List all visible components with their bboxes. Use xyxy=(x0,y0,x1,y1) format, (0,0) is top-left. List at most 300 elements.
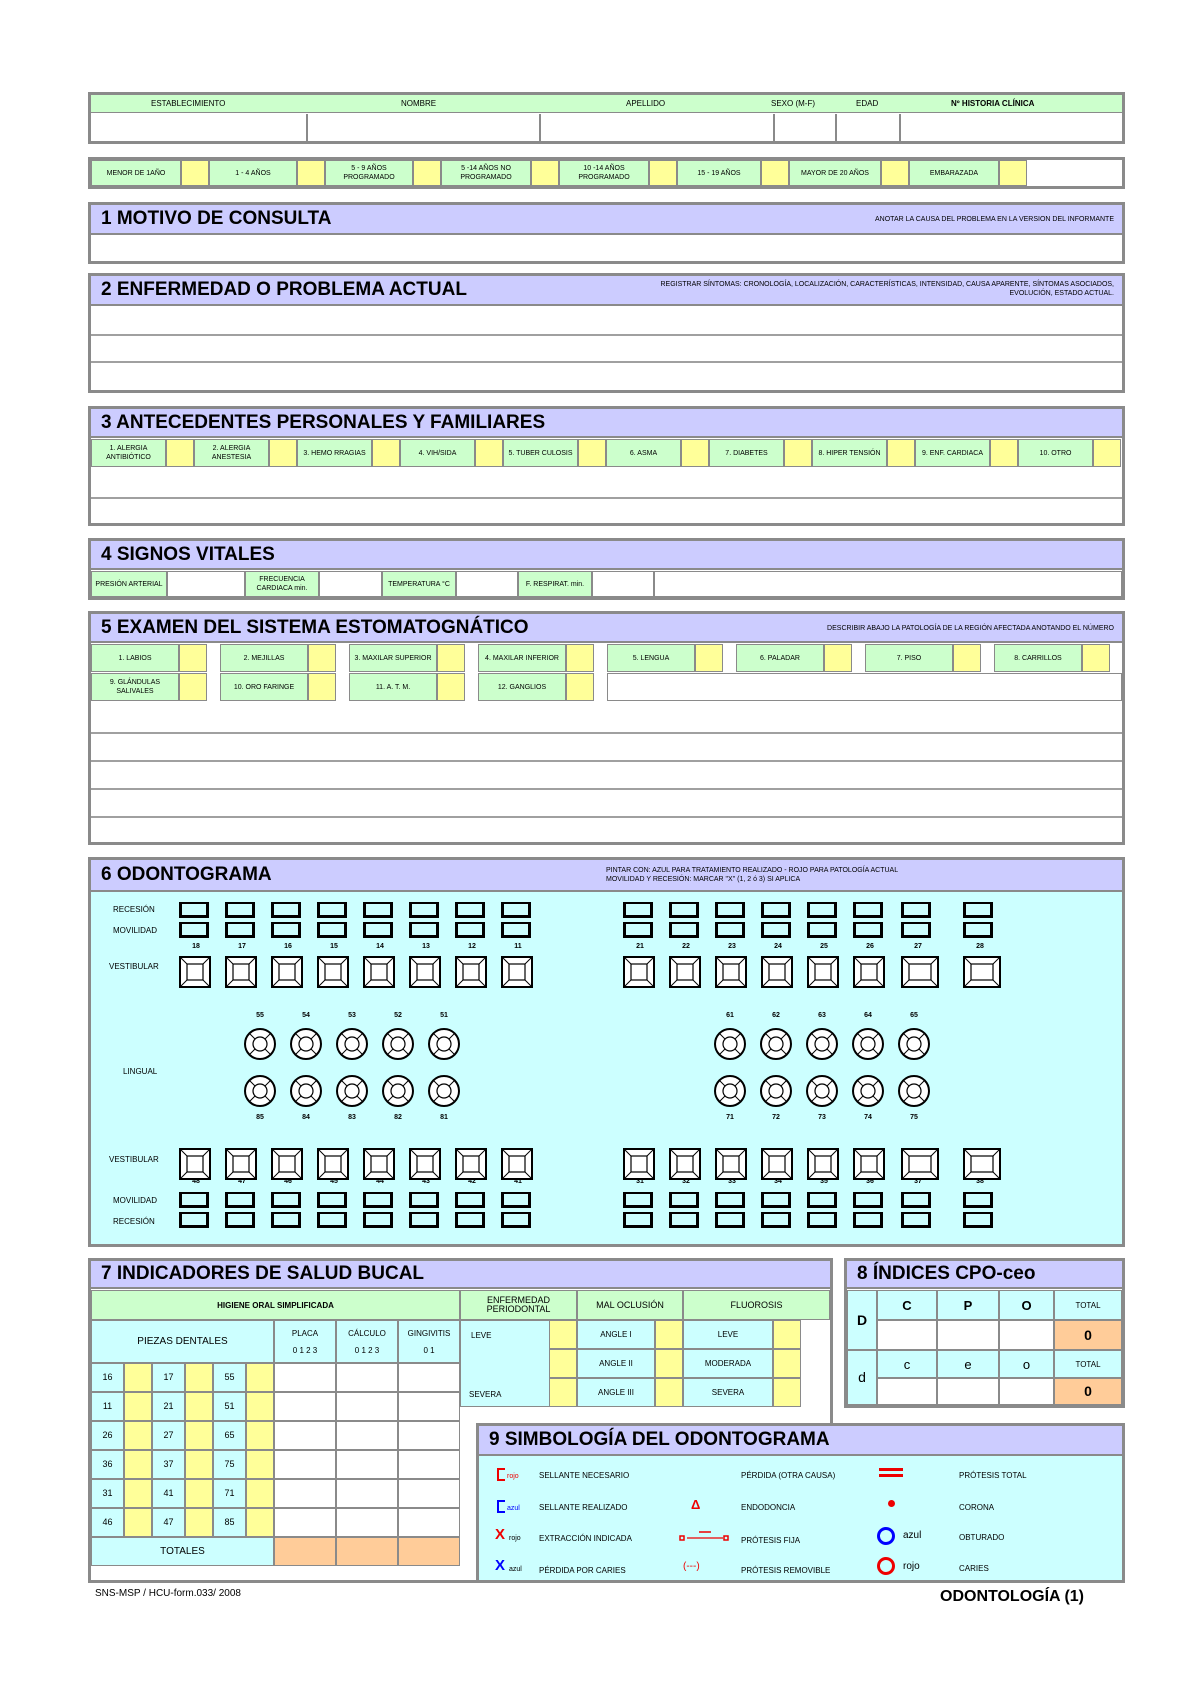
writing-line xyxy=(91,816,1122,818)
indice-o-header: o xyxy=(999,1350,1054,1378)
movilidad-box[interactable] xyxy=(853,922,883,938)
sym-label: PRÓTESIS REMOVIBLE xyxy=(741,1566,831,1575)
caries-marker: rojo xyxy=(903,1561,920,1572)
movilidad-box[interactable] xyxy=(363,1192,393,1208)
movilidad-box[interactable] xyxy=(179,1192,209,1208)
recesion-box[interactable] xyxy=(501,902,531,918)
placa-field[interactable] xyxy=(274,1508,336,1537)
vestibular-tooth[interactable] xyxy=(501,1148,533,1180)
fluorosis-checkbox[interactable] xyxy=(773,1320,801,1349)
pieza-checkbox[interactable] xyxy=(124,1392,152,1421)
pieza-checkbox[interactable] xyxy=(246,1479,274,1508)
pieza-checkbox[interactable] xyxy=(185,1392,213,1421)
antecedente-checkbox[interactable] xyxy=(475,439,503,467)
movilidad-box[interactable] xyxy=(901,1192,931,1208)
examen-checkbox[interactable] xyxy=(566,644,594,672)
indice-C-value[interactable] xyxy=(877,1320,937,1350)
tooth-number: 63 xyxy=(818,1012,826,1019)
note-line-2: MOVILIDAD Y RECESIÓN: MARCAR "X" (1, 2 ó 3) SI APLICA xyxy=(606,876,801,883)
section-title-bar xyxy=(479,1426,1122,1456)
indice-total2-header: TOTAL xyxy=(1054,1350,1122,1378)
angle-checkbox[interactable] xyxy=(655,1320,683,1349)
vestibular-tooth[interactable] xyxy=(807,1148,839,1180)
pieza-number: 85 xyxy=(213,1508,246,1537)
footer-title: ODONTOLOGÍA (1) xyxy=(940,1588,1084,1605)
movilidad-box[interactable] xyxy=(963,922,993,938)
recesion-box[interactable] xyxy=(901,1212,931,1228)
recesion-box[interactable] xyxy=(179,902,209,918)
note-line-1: PINTAR CON: AZUL PARA TRATAMIENTO REALIZADO - ROJO PARA PATOLOGÍA ACTUAL xyxy=(606,867,899,874)
writing-line xyxy=(91,760,1122,762)
sellante-realizado-icon xyxy=(497,1500,505,1513)
recesion-box[interactable] xyxy=(225,902,255,918)
label-establecimiento: ESTABLECIMIENTO xyxy=(151,99,226,108)
vestibular-tooth[interactable] xyxy=(225,956,257,988)
movilidad-box[interactable] xyxy=(409,922,439,938)
examen-checkbox[interactable] xyxy=(695,644,723,672)
antecedente-checkbox[interactable] xyxy=(578,439,606,467)
examen-checkbox[interactable] xyxy=(179,673,207,701)
signo-field[interactable] xyxy=(456,571,518,597)
movilidad-box[interactable] xyxy=(455,1192,485,1208)
gingivitis-field[interactable] xyxy=(398,1363,460,1392)
recesion-box[interactable] xyxy=(623,1212,653,1228)
angle-checkbox[interactable] xyxy=(655,1378,683,1407)
antecedente-label: 8. HIPER TENSIÓN xyxy=(812,439,887,467)
recesion-box[interactable] xyxy=(807,1212,837,1228)
writing-line xyxy=(91,732,1122,734)
vestibular-tooth[interactable] xyxy=(271,1148,303,1180)
motivo-field[interactable] xyxy=(91,236,1122,261)
recesion-box[interactable] xyxy=(363,902,393,918)
tooth-number: 55 xyxy=(256,1012,264,1019)
sym-label: CORONA xyxy=(959,1503,995,1512)
antecedente-label: 2. ALERGIA ANESTESIA xyxy=(194,439,269,467)
signo-field[interactable] xyxy=(167,571,245,597)
indice-c-value[interactable] xyxy=(877,1378,937,1405)
perio-severa-box[interactable] xyxy=(549,1378,577,1407)
placa-field[interactable] xyxy=(274,1479,336,1508)
lingual-tooth[interactable] xyxy=(335,1027,369,1061)
pieza-checkbox[interactable] xyxy=(246,1363,274,1392)
movilidad-box[interactable] xyxy=(761,1192,791,1208)
lingual-tooth[interactable] xyxy=(713,1027,747,1061)
age-label: 5 -14 AÑOS NO PROGRAMADO xyxy=(441,160,531,186)
calculo-field[interactable] xyxy=(336,1363,398,1392)
calculo-field[interactable] xyxy=(336,1421,398,1450)
perio-header: ENFERMEDAD PERIODONTAL xyxy=(460,1290,577,1320)
recesion-box[interactable] xyxy=(807,902,837,918)
gingivitis-total[interactable] xyxy=(398,1537,460,1566)
label-vestibular-top: VESTIBULAR xyxy=(109,962,159,971)
recesion-box[interactable] xyxy=(409,902,439,918)
vestibular-tooth[interactable] xyxy=(179,1148,211,1180)
lingual-tooth[interactable] xyxy=(381,1027,415,1061)
examen-label: 9. GLÁNDULAS SALIVALES xyxy=(91,673,179,701)
vestibular-tooth[interactable] xyxy=(901,956,939,988)
vestibular-tooth[interactable] xyxy=(225,1148,257,1180)
vestibular-tooth[interactable] xyxy=(901,1148,939,1180)
indice-total-header: TOTAL xyxy=(1054,1290,1122,1320)
gingivitis-field[interactable] xyxy=(398,1479,460,1508)
pieza-checkbox[interactable] xyxy=(246,1508,274,1537)
perio-severa: SEVERA xyxy=(469,1390,502,1399)
antecedente-checkbox[interactable] xyxy=(269,439,297,467)
vestibular-tooth[interactable] xyxy=(317,956,349,988)
section-examen xyxy=(88,611,1125,845)
recesion-box[interactable] xyxy=(179,1212,209,1228)
pieza-checkbox[interactable] xyxy=(124,1508,152,1537)
pieza-checkbox[interactable] xyxy=(124,1479,152,1508)
tooth-number: 84 xyxy=(302,1114,310,1121)
age-checkbox[interactable] xyxy=(999,160,1027,186)
section-title: 3 ANTECEDENTES PERSONALES Y FAMILIARES xyxy=(101,411,546,433)
gingivitis-header xyxy=(398,1320,460,1363)
examen-checkbox[interactable] xyxy=(308,644,336,672)
label-nombre: NOMBRE xyxy=(401,99,437,108)
lingual-tooth[interactable] xyxy=(335,1074,369,1108)
header-section xyxy=(88,92,1125,144)
movilidad-box[interactable] xyxy=(715,922,745,938)
section-title-bar xyxy=(91,409,1122,438)
fluorosis-checkbox[interactable] xyxy=(773,1349,801,1378)
vestibular-tooth[interactable] xyxy=(963,956,1001,988)
section-title-bar xyxy=(91,541,1122,570)
age-checkbox[interactable] xyxy=(413,160,441,186)
age-label: 10 -14 AÑOS PROGRAMADO xyxy=(559,160,649,186)
indice-e-value[interactable] xyxy=(937,1378,999,1405)
movilidad-box[interactable] xyxy=(761,922,791,938)
protesis-removible-icon: (---) xyxy=(683,1561,700,1572)
tooth-number: 85 xyxy=(256,1114,264,1121)
section-title: 1 MOTIVO DE CONSULTA xyxy=(101,208,332,229)
gingivitis-field[interactable] xyxy=(398,1508,460,1537)
lingual-tooth[interactable] xyxy=(289,1027,323,1061)
pieza-checkbox[interactable] xyxy=(246,1450,274,1479)
section-enfermedad xyxy=(88,273,1125,393)
calculo-field[interactable] xyxy=(336,1508,398,1537)
signo-field[interactable] xyxy=(319,571,382,597)
recesion-box[interactable] xyxy=(963,902,993,918)
recesion-box[interactable] xyxy=(761,1212,791,1228)
tooth-number: 47 xyxy=(238,1178,246,1185)
recesion-box[interactable] xyxy=(963,1212,993,1228)
pieza-checkbox[interactable] xyxy=(246,1392,274,1421)
signo-extra-field[interactable] xyxy=(654,571,1122,597)
examen-extra-field[interactable] xyxy=(607,673,1122,701)
placa-label: PLACA xyxy=(291,1328,319,1338)
recesion-box[interactable] xyxy=(669,1212,699,1228)
examen-checkbox[interactable] xyxy=(953,644,981,672)
vestibular-tooth[interactable] xyxy=(623,1148,655,1180)
indice-o-value[interactable] xyxy=(999,1378,1054,1405)
recesion-box[interactable] xyxy=(455,1212,485,1228)
section-indices xyxy=(844,1258,1125,1408)
vestibular-tooth[interactable] xyxy=(853,1148,885,1180)
movilidad-box[interactable] xyxy=(225,1192,255,1208)
movilidad-box[interactable] xyxy=(363,922,393,938)
vestibular-tooth[interactable] xyxy=(409,1148,441,1180)
antecedente-checkbox[interactable] xyxy=(372,439,400,467)
tooth-number: 82 xyxy=(394,1114,402,1121)
movilidad-box[interactable] xyxy=(409,1192,439,1208)
indice-total2-value: 0 xyxy=(1054,1378,1122,1405)
tooth-number: 23 xyxy=(728,943,736,950)
recesion-box[interactable] xyxy=(853,902,883,918)
signo-label: F. RESPIRAT. min. xyxy=(518,571,592,597)
lingual-tooth[interactable] xyxy=(759,1074,793,1108)
pieza-number: 46 xyxy=(91,1508,124,1537)
pieza-checkbox[interactable] xyxy=(124,1421,152,1450)
field-apellido[interactable] xyxy=(541,114,775,141)
lingual-tooth[interactable] xyxy=(427,1027,461,1061)
vestibular-tooth[interactable] xyxy=(623,956,655,988)
indice-O-value[interactable] xyxy=(999,1320,1054,1350)
recesion-box[interactable] xyxy=(715,902,745,918)
examen-checkbox[interactable] xyxy=(308,673,336,701)
calculo-label: CÁLCULO xyxy=(348,1328,386,1338)
recesion-box[interactable] xyxy=(363,1212,393,1228)
movilidad-box[interactable] xyxy=(317,1192,347,1208)
examen-checkbox[interactable] xyxy=(179,644,207,672)
lingual-tooth[interactable] xyxy=(381,1074,415,1108)
note-line-1: REGISTRAR SÍNTOMAS: CRONOLOGÍA, LOCALIZACIÓN, CARACTERÍSTICAS, INTENSIDAD, CAUSA APARENTE, SÍNTOMAS ASOCIADOS, xyxy=(660,281,1114,288)
examen-checkbox[interactable] xyxy=(1082,644,1110,672)
movilidad-box[interactable] xyxy=(623,922,653,938)
examen-label: 8. CARRILLOS xyxy=(994,644,1082,672)
writing-line xyxy=(91,788,1122,790)
fluorosis-label: MODERADA xyxy=(683,1349,773,1378)
examen-rows xyxy=(91,644,1122,704)
section-title: 7 INDICADORES DE SALUD BUCAL xyxy=(101,1263,425,1284)
movilidad-box[interactable] xyxy=(317,922,347,938)
vestibular-tooth[interactable] xyxy=(669,956,701,988)
calculo-field[interactable] xyxy=(336,1479,398,1508)
movilidad-box[interactable] xyxy=(715,1192,745,1208)
age-checkbox[interactable] xyxy=(881,160,909,186)
field-edad[interactable] xyxy=(837,114,901,141)
recesion-box[interactable] xyxy=(901,902,931,918)
movilidad-box[interactable] xyxy=(807,1192,837,1208)
movilidad-box[interactable] xyxy=(271,1192,301,1208)
pieza-checkbox[interactable] xyxy=(185,1508,213,1537)
protesis-total-icon xyxy=(879,1468,903,1477)
sym-label: ENDODONCIA xyxy=(741,1503,796,1512)
lingual-tooth[interactable] xyxy=(897,1027,931,1061)
age-checkbox[interactable] xyxy=(649,160,677,186)
movilidad-box[interactable] xyxy=(501,922,531,938)
recesion-box[interactable] xyxy=(669,902,699,918)
antecedente-checkbox[interactable] xyxy=(784,439,812,467)
movilidad-box[interactable] xyxy=(455,922,485,938)
recesion-box[interactable] xyxy=(271,902,301,918)
recesion-box[interactable] xyxy=(853,1212,883,1228)
recesion-box[interactable] xyxy=(455,902,485,918)
age-checkbox[interactable] xyxy=(761,160,789,186)
antecedente-checkbox[interactable] xyxy=(1093,439,1121,467)
pieza-checkbox[interactable] xyxy=(185,1363,213,1392)
vestibular-tooth[interactable] xyxy=(409,956,441,988)
vestibular-tooth[interactable] xyxy=(271,956,303,988)
signo-label: FRECUENCIA CARDIACA min. xyxy=(245,571,319,597)
calculo-total[interactable] xyxy=(336,1537,398,1566)
totales-label: TOTALES xyxy=(91,1537,274,1566)
gingivitis-field[interactable] xyxy=(398,1392,460,1421)
pieza-checkbox[interactable] xyxy=(124,1450,152,1479)
lingual-tooth[interactable] xyxy=(897,1074,931,1108)
placa-header xyxy=(274,1320,336,1363)
movilidad-box[interactable] xyxy=(853,1192,883,1208)
recesion-box[interactable] xyxy=(501,1212,531,1228)
tooth-number: 35 xyxy=(820,1178,828,1185)
calculo-field[interactable] xyxy=(336,1450,398,1479)
placa-total[interactable] xyxy=(274,1537,336,1566)
movilidad-box[interactable] xyxy=(807,922,837,938)
lingual-tooth[interactable] xyxy=(851,1074,885,1108)
gingivitis-field[interactable] xyxy=(398,1450,460,1479)
vestibular-tooth[interactable] xyxy=(761,1148,793,1180)
placa-field[interactable] xyxy=(274,1392,336,1421)
writing-line xyxy=(91,361,1122,363)
vestibular-tooth[interactable] xyxy=(363,956,395,988)
recesion-box[interactable] xyxy=(317,1212,347,1228)
examen-checkbox[interactable] xyxy=(437,673,465,701)
indice-total-value: 0 xyxy=(1054,1320,1122,1350)
vestibular-tooth[interactable] xyxy=(455,1148,487,1180)
recesion-box[interactable] xyxy=(623,902,653,918)
antecedente-checkbox[interactable] xyxy=(681,439,709,467)
tooth-number: 16 xyxy=(284,943,292,950)
antecedente-checkbox[interactable] xyxy=(990,439,1018,467)
movilidad-box[interactable] xyxy=(179,922,209,938)
tooth-number: 27 xyxy=(914,943,922,950)
examen-label: 5. LENGUA xyxy=(607,644,695,672)
maloclusion-rows xyxy=(577,1320,683,1407)
pieza-checkbox[interactable] xyxy=(246,1421,274,1450)
calculo-field[interactable] xyxy=(336,1392,398,1421)
label-vestibular-bottom: VESTIBULAR xyxy=(109,1155,159,1164)
tooth-number: 54 xyxy=(302,1012,310,1019)
indice-P-value[interactable] xyxy=(937,1320,999,1350)
recesion-box[interactable] xyxy=(409,1212,439,1228)
recesion-box[interactable] xyxy=(317,902,347,918)
vestibular-tooth[interactable] xyxy=(963,1148,1001,1180)
age-row xyxy=(91,160,1122,186)
fluorosis-rows xyxy=(683,1320,830,1407)
age-checkbox[interactable] xyxy=(181,160,209,186)
recesion-box[interactable] xyxy=(715,1212,745,1228)
perio-leve: LEVE xyxy=(471,1331,492,1340)
section-title-bar xyxy=(91,1261,830,1289)
section-simbologia xyxy=(476,1423,1125,1583)
movilidad-box[interactable] xyxy=(501,1192,531,1208)
angle-checkbox[interactable] xyxy=(655,1349,683,1378)
pieza-number: 26 xyxy=(91,1421,124,1450)
examen-checkbox[interactable] xyxy=(824,644,852,672)
recesion-box[interactable] xyxy=(761,902,791,918)
lingual-tooth[interactable] xyxy=(289,1074,323,1108)
age-checkbox[interactable] xyxy=(297,160,325,186)
pieza-checkbox[interactable] xyxy=(124,1363,152,1392)
placa-field[interactable] xyxy=(274,1450,336,1479)
movilidad-box[interactable] xyxy=(669,1192,699,1208)
pieza-checkbox[interactable] xyxy=(185,1450,213,1479)
tooth-number: 75 xyxy=(910,1114,918,1121)
tooth-number: 45 xyxy=(330,1178,338,1185)
movilidad-box[interactable] xyxy=(225,922,255,938)
movilidad-box[interactable] xyxy=(901,922,931,938)
sym-marker: rojo xyxy=(507,1473,519,1480)
recesion-box[interactable] xyxy=(225,1212,255,1228)
pieza-checkbox[interactable] xyxy=(185,1479,213,1508)
examen-label: 7. PISO xyxy=(865,644,953,672)
field-nombre[interactable] xyxy=(309,114,541,141)
lingual-tooth[interactable] xyxy=(427,1074,461,1108)
tooth-number: 62 xyxy=(772,1012,780,1019)
vestibular-tooth[interactable] xyxy=(853,956,885,988)
vestibular-tooth[interactable] xyxy=(317,1148,349,1180)
perio-leve-box[interactable] xyxy=(549,1320,577,1349)
lingual-tooth[interactable] xyxy=(713,1074,747,1108)
pieza-number: 16 xyxy=(91,1363,124,1392)
lingual-tooth[interactable] xyxy=(243,1027,277,1061)
placa-field[interactable] xyxy=(274,1363,336,1392)
examen-checkbox[interactable] xyxy=(566,673,594,701)
lingual-tooth[interactable] xyxy=(243,1074,277,1108)
gingivitis-field[interactable] xyxy=(398,1421,460,1450)
field-historia[interactable] xyxy=(901,114,1122,141)
recesion-box[interactable] xyxy=(271,1212,301,1228)
movilidad-box[interactable] xyxy=(963,1192,993,1208)
age-checkbox[interactable] xyxy=(531,160,559,186)
movilidad-box[interactable] xyxy=(271,922,301,938)
indice-O-header: O xyxy=(999,1290,1054,1320)
vestibular-tooth[interactable] xyxy=(669,1148,701,1180)
signo-field[interactable] xyxy=(592,571,654,597)
vestibular-tooth[interactable] xyxy=(179,956,211,988)
vestibular-tooth[interactable] xyxy=(363,1148,395,1180)
vestibular-tooth[interactable] xyxy=(715,956,747,988)
lingual-tooth[interactable] xyxy=(759,1027,793,1061)
pieza-checkbox[interactable] xyxy=(185,1421,213,1450)
perio-mod-box[interactable] xyxy=(549,1349,577,1378)
tooth-number: 41 xyxy=(514,1178,522,1185)
lingual-tooth[interactable] xyxy=(805,1074,839,1108)
vestibular-tooth[interactable] xyxy=(501,956,533,988)
tooth-number: 11 xyxy=(514,943,522,950)
examen-checkbox[interactable] xyxy=(437,644,465,672)
label-recesion-bottom: RECESIÓN xyxy=(113,1217,155,1226)
vestibular-tooth[interactable] xyxy=(455,956,487,988)
movilidad-box[interactable] xyxy=(623,1192,653,1208)
lingual-tooth[interactable] xyxy=(805,1027,839,1061)
label-edad: EDAD xyxy=(856,99,879,108)
lingual-tooth[interactable] xyxy=(851,1027,885,1061)
fluorosis-checkbox[interactable] xyxy=(773,1378,801,1407)
antecedente-checkbox[interactable] xyxy=(166,439,194,467)
field-establecimiento[interactable] xyxy=(91,114,308,141)
vestibular-tooth[interactable] xyxy=(715,1148,747,1180)
field-sexo[interactable] xyxy=(775,114,837,141)
vestibular-tooth[interactable] xyxy=(761,956,793,988)
sym-marker: rojo xyxy=(509,1535,521,1542)
antecedente-label: 3. HEMO RRAGIAS xyxy=(297,439,372,467)
vestibular-tooth[interactable] xyxy=(807,956,839,988)
movilidad-box[interactable] xyxy=(669,922,699,938)
pieza-number: 47 xyxy=(152,1508,185,1537)
placa-field[interactable] xyxy=(274,1421,336,1450)
antecedente-checkbox[interactable] xyxy=(887,439,915,467)
